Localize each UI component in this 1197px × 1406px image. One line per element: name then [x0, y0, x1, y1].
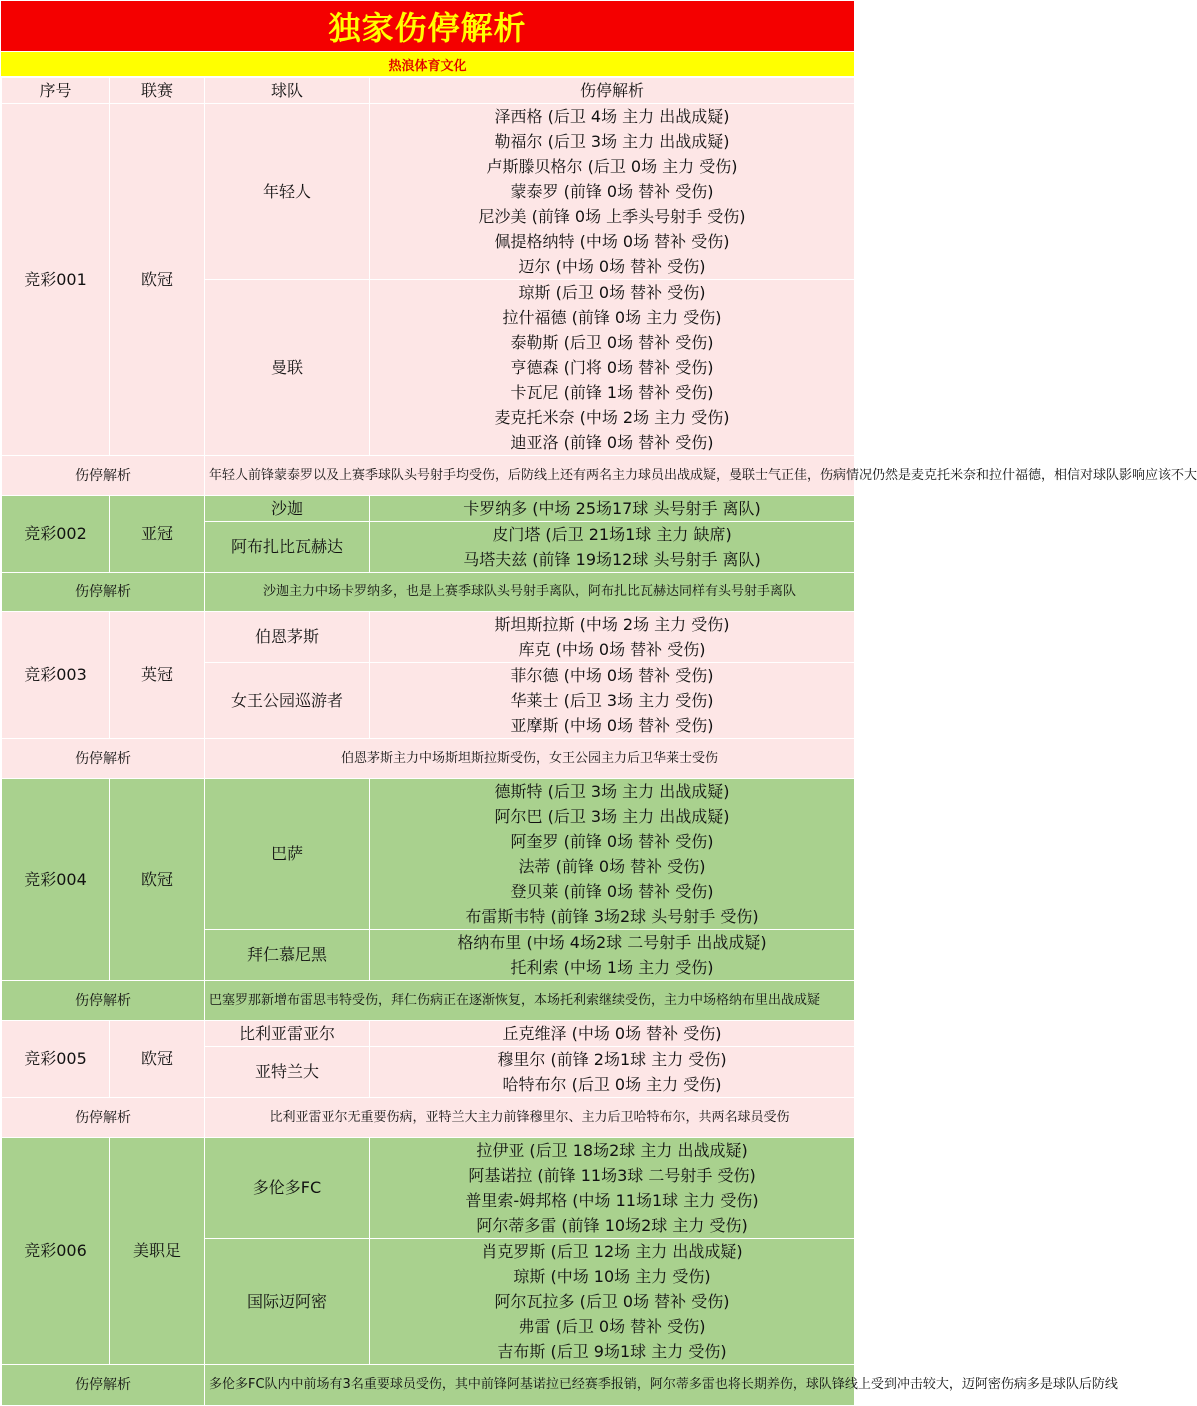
team-name: 伯恩茅斯 [205, 612, 370, 663]
player-entry: 阿尔蒂多雷 (前锋 10场2球 主力 受伤) [476, 1216, 748, 1235]
match-row [2, 1138, 855, 1239]
match-row [2, 496, 855, 522]
team-name: 沙迦 [205, 496, 370, 522]
player-entry: 卡罗纳多 (中场 25场17球 头号射手 离队) [463, 499, 761, 518]
header-league: 联赛 [110, 78, 205, 104]
player-entry: 卢斯滕贝格尔 (后卫 0场 主力 受伤) [486, 157, 738, 176]
match-id: 竞彩002 [2, 496, 110, 573]
match-id: 竞彩004 [2, 779, 110, 981]
analysis-text: 沙迦主力中场卡罗纳多，也是上赛季球队头号射手离队，阿布扎比瓦赫达同样有头号射手离队 [205, 573, 855, 612]
player-entry: 蒙泰罗 (前锋 0场 替补 受伤) [510, 182, 714, 201]
page-title: 独家伤停解析 [1, 1, 854, 51]
team-name: 巴萨 [205, 779, 370, 930]
player-entry: 拉伊亚 (后卫 18场2球 主力 出战成疑) [476, 1141, 748, 1160]
match-id: 竞彩001 [2, 104, 110, 456]
match-row [2, 1021, 855, 1047]
match-id: 竞彩003 [2, 612, 110, 739]
player-entry: 勒福尔 (后卫 3场 主力 出战成疑) [494, 132, 730, 151]
analysis-text: 多伦多FC队内中前场有3名重要球员受伤，其中前锋阿基诺拉已经赛季报销，阿尔蒂多雷也将长期养伤，球队锋线上受到冲击较大，迈阿密伤病多是球队后防线 [205, 1365, 855, 1406]
player-entry: 阿尔巴 (后卫 3场 主力 出战成疑) [494, 807, 730, 826]
player-entry: 登贝莱 (前锋 0场 替补 受伤) [510, 882, 714, 901]
analysis-label: 伤停解析 [2, 739, 205, 779]
player-entry: 阿尔瓦拉多 (后卫 0场 替补 受伤) [494, 1292, 730, 1311]
player-list [370, 104, 855, 280]
match-league: 欧冠 [110, 104, 205, 456]
player-list [370, 612, 855, 663]
analysis-row [2, 1098, 855, 1138]
analysis-text: 比利亚雷亚尔无重要伤病，亚特兰大主力前锋穆里尔、主力后卫哈特布尔，共两名球员受伤 [205, 1098, 855, 1138]
analysis-text: 年轻人前锋蒙泰罗以及上赛季球队头号射手均受伤，后防线上还有两名主力球员出战成疑，曼联士气正佳，伤病情况仍然是麦克托米奈和拉什福德，相信对球队影响应该不大 [205, 456, 855, 496]
player-entry: 穆里尔 (前锋 2场1球 主力 受伤) [497, 1050, 727, 1069]
player-entry: 泰勒斯 (后卫 0场 替补 受伤) [510, 333, 714, 352]
player-list [370, 280, 855, 456]
player-entry: 肖克罗斯 (后卫 12场 主力 出战成疑) [481, 1242, 743, 1261]
player-entry: 皮门塔 (后卫 21场1球 主力 缺席) [492, 525, 732, 544]
player-list [370, 1021, 855, 1047]
analysis-label: 伤停解析 [2, 456, 205, 496]
player-list [370, 779, 855, 930]
player-list [370, 1047, 855, 1098]
player-entry: 弗雷 (后卫 0场 替补 受伤) [518, 1317, 706, 1336]
player-list [370, 522, 855, 573]
team-name: 比利亚雷亚尔 [205, 1021, 370, 1047]
injury-table [1, 77, 1197, 1406]
team-name: 女王公园巡游者 [205, 663, 370, 739]
player-entry: 丘克维泽 (中场 0场 替补 受伤) [502, 1024, 722, 1043]
match-row [2, 612, 855, 663]
analysis-row [2, 456, 855, 496]
player-entry: 拉什福德 (前锋 0场 主力 受伤) [502, 308, 722, 327]
player-entry: 迪亚洛 (前锋 0场 替补 受伤) [510, 433, 714, 452]
player-entry: 马塔夫兹 (前锋 19场12球 头号射手 离队) [463, 550, 761, 569]
player-entry: 布雷斯韦特 (前锋 3场2球 头号射手 受伤) [465, 907, 759, 926]
team-name: 年轻人 [205, 104, 370, 280]
header-team: 球队 [205, 78, 370, 104]
analysis-text: 伯恩茅斯主力中场斯坦斯拉斯受伤，女王公园主力后卫华莱士受伤 [205, 739, 855, 779]
player-entry: 华莱士 (后卫 3场 主力 受伤) [510, 691, 714, 710]
player-entry: 琼斯 (中场 10场 主力 受伤) [513, 1267, 711, 1286]
header-id: 序号 [2, 78, 110, 104]
header-row [2, 78, 855, 104]
player-entry: 德斯特 (后卫 3场 主力 出战成疑) [494, 782, 730, 801]
analysis-text: 巴塞罗那新增布雷思韦特受伤，拜仁伤病正在逐渐恢复，本场托利索继续受伤，主力中场格纳布里出战成疑 [205, 981, 855, 1021]
match-league: 欧冠 [110, 1021, 205, 1098]
player-entry: 哈特布尔 (后卫 0场 主力 受伤) [502, 1075, 722, 1094]
player-entry: 阿奎罗 (前锋 0场 替补 受伤) [510, 832, 714, 851]
match-league: 英冠 [110, 612, 205, 739]
player-entry: 泽西格 (后卫 4场 主力 出战成疑) [494, 107, 730, 126]
team-name: 曼联 [205, 280, 370, 456]
player-list [370, 930, 855, 981]
player-list [370, 496, 855, 522]
player-list [370, 1239, 855, 1365]
match-id: 竞彩006 [2, 1138, 110, 1365]
team-name: 国际迈阿密 [205, 1239, 370, 1365]
player-entry: 普里索-姆邦格 (中场 11场1球 主力 受伤) [465, 1191, 759, 1210]
header-analysis: 伤停解析 [370, 78, 855, 104]
match-row [2, 104, 855, 280]
team-name: 阿布扎比瓦赫达 [205, 522, 370, 573]
player-entry: 迈尔 (中场 0场 替补 受伤) [518, 257, 706, 276]
match-league: 亚冠 [110, 496, 205, 573]
team-name: 亚特兰大 [205, 1047, 370, 1098]
analysis-label: 伤停解析 [2, 573, 205, 612]
team-name: 拜仁慕尼黑 [205, 930, 370, 981]
player-entry: 菲尔德 (中场 0场 替补 受伤) [510, 666, 714, 685]
match-league: 美职足 [110, 1138, 205, 1365]
player-entry: 尼沙美 (前锋 0场 上季头号射手 受伤) [478, 207, 746, 226]
player-entry: 斯坦斯拉斯 (中场 2场 主力 受伤) [494, 615, 730, 634]
analysis-row [2, 981, 855, 1021]
player-entry: 卡瓦尼 (前锋 1场 替补 受伤) [510, 383, 714, 402]
match-league: 欧冠 [110, 779, 205, 981]
player-entry: 亨德森 (门将 0场 替补 受伤) [510, 358, 714, 377]
player-list [370, 1138, 855, 1239]
player-entry: 库克 (中场 0场 替补 受伤) [518, 640, 706, 659]
player-entry: 阿基诺拉 (前锋 11场3球 二号射手 受伤) [468, 1166, 756, 1185]
player-entry: 托利索 (中场 1场 主力 受伤) [510, 958, 714, 977]
player-entry: 亚摩斯 (中场 0场 替补 受伤) [510, 716, 714, 735]
analysis-row [2, 1365, 855, 1406]
player-entry: 法蒂 (前锋 0场 替补 受伤) [518, 857, 706, 876]
team-name: 多伦多FC [205, 1138, 370, 1239]
analysis-label: 伤停解析 [2, 1365, 205, 1406]
match-id: 竞彩005 [2, 1021, 110, 1098]
analysis-row [2, 739, 855, 779]
player-entry: 格纳布里 (中场 4场2球 二号射手 出战成疑) [457, 933, 767, 952]
player-entry: 麦克托米奈 (中场 2场 主力 受伤) [494, 408, 730, 427]
match-row [2, 779, 855, 930]
page-subtitle: 热浪体育文化 [1, 52, 854, 76]
player-entry: 琼斯 (后卫 0场 替补 受伤) [518, 283, 706, 302]
analysis-label: 伤停解析 [2, 1098, 205, 1138]
analysis-row [2, 573, 855, 612]
player-entry: 佩提格纳特 (中场 0场 替补 受伤) [494, 232, 730, 251]
player-list [370, 663, 855, 739]
analysis-label: 伤停解析 [2, 981, 205, 1021]
player-entry: 吉布斯 (后卫 9场1球 主力 受伤) [497, 1342, 727, 1361]
